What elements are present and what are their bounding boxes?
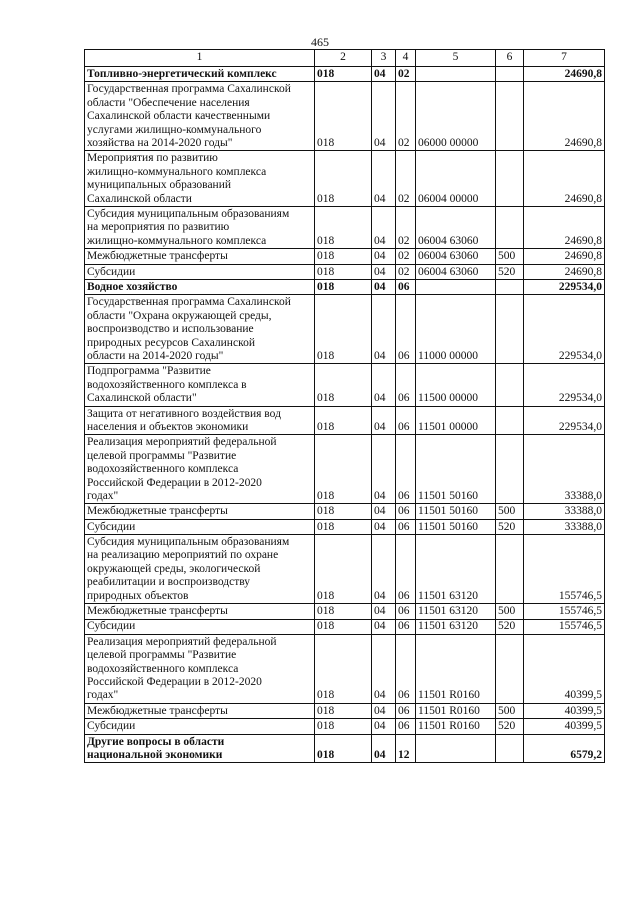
code-section: 04 [372, 279, 396, 294]
row-name: Государственная программа Сахалинской области "Обеспечение населения Сахалинской области качественными услугами жилищно-коммунального хозяйства на 2014-2020 годы" [85, 82, 315, 151]
code-admin: 018 [315, 604, 372, 619]
code-expense-type [496, 535, 524, 604]
column-header: 7 [524, 50, 605, 67]
row-amount: 24690,8 [524, 249, 605, 264]
code-target-article [416, 279, 496, 294]
code-admin: 018 [315, 504, 372, 519]
table-row [85, 504, 605, 519]
code-admin: 018 [315, 279, 372, 294]
code-target-article [416, 734, 496, 763]
table-row [85, 249, 605, 264]
code-subsection: 02 [396, 151, 416, 207]
code-admin: 018 [315, 151, 372, 207]
code-section: 04 [372, 249, 396, 264]
code-admin: 018 [315, 619, 372, 634]
code-subsection: 02 [396, 206, 416, 248]
row-name: Межбюджетные трансферты [85, 249, 315, 264]
row-amount: 229534,0 [524, 295, 605, 364]
code-target-article: 06004 00000 [416, 151, 496, 207]
column-header: 6 [496, 50, 524, 67]
code-section: 04 [372, 703, 396, 718]
row-amount: 24690,8 [524, 264, 605, 279]
row-amount: 155746,5 [524, 619, 605, 634]
row-name: Реализация мероприятий федеральной целевой программы "Развитие водохозяйственного комплекса Российской Федерации в 2012-2020 годах" [85, 435, 315, 504]
row-name: Мероприятия по развитию жилищно-коммунального комплекса муниципальных образований Сахалинской области [85, 151, 315, 207]
table-row [85, 535, 605, 604]
code-subsection: 06 [396, 295, 416, 364]
code-admin: 018 [315, 82, 372, 151]
code-section: 04 [372, 435, 396, 504]
row-name: Другие вопросы в области национальной экономики [85, 734, 315, 763]
table-row [85, 406, 605, 435]
code-admin: 018 [315, 634, 372, 703]
code-admin: 018 [315, 734, 372, 763]
code-admin: 018 [315, 519, 372, 534]
code-admin: 018 [315, 406, 372, 435]
code-expense-type: 500 [496, 249, 524, 264]
code-target-article: 11501 63120 [416, 619, 496, 634]
column-header: 2 [315, 50, 372, 67]
code-subsection: 06 [396, 634, 416, 703]
table-row [85, 295, 605, 364]
code-section: 04 [372, 151, 396, 207]
table-row [85, 619, 605, 634]
code-expense-type [496, 364, 524, 406]
code-target-article: 06004 63060 [416, 264, 496, 279]
row-name: Подпрограмма "Развитие водохозяйственного комплекса в Сахалинской области" [85, 364, 315, 406]
table-row [85, 364, 605, 406]
code-target-article: 11501 63120 [416, 535, 496, 604]
row-amount: 229534,0 [524, 279, 605, 294]
row-amount: 155746,5 [524, 604, 605, 619]
row-amount: 40399,5 [524, 634, 605, 703]
code-expense-type: 520 [496, 519, 524, 534]
code-target-article: 11501 R0160 [416, 634, 496, 703]
table-row [85, 734, 605, 763]
code-expense-type: 520 [496, 619, 524, 634]
row-name: Субсидия муниципальным образованиям на мероприятия по развитию жилищно-коммунального комплекса [85, 206, 315, 248]
row-amount: 229534,0 [524, 406, 605, 435]
code-section: 04 [372, 634, 396, 703]
code-section: 04 [372, 734, 396, 763]
table-row [85, 206, 605, 248]
row-amount: 40399,5 [524, 719, 605, 734]
code-section: 04 [372, 82, 396, 151]
code-subsection: 06 [396, 604, 416, 619]
code-expense-type: 500 [496, 604, 524, 619]
row-amount: 33388,0 [524, 504, 605, 519]
code-subsection: 06 [396, 435, 416, 504]
code-section: 04 [372, 504, 396, 519]
row-amount: 6579,2 [524, 734, 605, 763]
code-target-article [416, 67, 496, 82]
code-subsection: 02 [396, 249, 416, 264]
column-header: 3 [372, 50, 396, 67]
code-expense-type: 500 [496, 703, 524, 718]
code-section: 04 [372, 206, 396, 248]
page-number: 465 [311, 35, 329, 49]
table-header-row [85, 50, 605, 67]
row-name: Защита от негативного воздействия вод населения и объектов экономики [85, 406, 315, 435]
column-header: 1 [85, 50, 315, 67]
code-expense-type [496, 634, 524, 703]
code-expense-type [496, 734, 524, 763]
code-section: 04 [372, 519, 396, 534]
row-name: Топливно-энергетический комплекс [85, 67, 315, 82]
table-row [85, 519, 605, 534]
code-target-article: 11501 00000 [416, 406, 496, 435]
code-admin: 018 [315, 264, 372, 279]
code-subsection: 06 [396, 619, 416, 634]
row-name: Межбюджетные трансферты [85, 703, 315, 718]
column-header: 4 [396, 50, 416, 67]
code-subsection: 06 [396, 279, 416, 294]
code-section: 04 [372, 619, 396, 634]
row-amount: 24690,8 [524, 67, 605, 82]
code-subsection: 06 [396, 719, 416, 734]
code-admin: 018 [315, 703, 372, 718]
code-expense-type [496, 279, 524, 294]
row-amount: 155746,5 [524, 535, 605, 604]
row-amount: 24690,8 [524, 206, 605, 248]
code-target-article: 06004 63060 [416, 206, 496, 248]
code-target-article: 11501 R0160 [416, 719, 496, 734]
row-name: Межбюджетные трансферты [85, 504, 315, 519]
table-row [85, 435, 605, 504]
code-expense-type: 520 [496, 719, 524, 734]
row-name: Межбюджетные трансферты [85, 604, 315, 619]
code-section: 04 [372, 67, 396, 82]
row-amount: 33388,0 [524, 519, 605, 534]
code-admin: 018 [315, 719, 372, 734]
code-target-article: 11501 50160 [416, 504, 496, 519]
row-amount: 229534,0 [524, 364, 605, 406]
code-subsection: 06 [396, 504, 416, 519]
code-expense-type [496, 206, 524, 248]
code-target-article: 06004 63060 [416, 249, 496, 264]
code-target-article: 11501 R0160 [416, 703, 496, 718]
table-row [85, 279, 605, 294]
row-name: Субсидии [85, 719, 315, 734]
row-name: Реализация мероприятий федеральной целевой программы "Развитие водохозяйственного комплекса Российской Федерации в 2012-2020 годах" [85, 634, 315, 703]
code-subsection: 02 [396, 82, 416, 151]
column-header: 5 [416, 50, 496, 67]
code-subsection: 06 [396, 364, 416, 406]
code-admin: 018 [315, 206, 372, 248]
row-amount: 33388,0 [524, 435, 605, 504]
row-amount: 40399,5 [524, 703, 605, 718]
table-body [85, 67, 605, 763]
table-row [85, 604, 605, 619]
code-section: 04 [372, 535, 396, 604]
code-admin: 018 [315, 364, 372, 406]
code-subsection: 12 [396, 734, 416, 763]
row-name: Субсидии [85, 519, 315, 534]
code-admin: 018 [315, 249, 372, 264]
row-name: Государственная программа Сахалинской области "Охрана окружающей среды, воспроизводство и использование природных ресурсов Сахалинской области на 2014-2020 годы" [85, 295, 315, 364]
row-name: Субсидии [85, 619, 315, 634]
code-target-article: 06000 00000 [416, 82, 496, 151]
code-expense-type [496, 295, 524, 364]
code-section: 04 [372, 295, 396, 364]
code-target-article: 11501 63120 [416, 604, 496, 619]
table-row [85, 151, 605, 207]
code-section: 04 [372, 264, 396, 279]
table-row [85, 264, 605, 279]
code-expense-type [496, 82, 524, 151]
code-expense-type: 520 [496, 264, 524, 279]
code-admin: 018 [315, 535, 372, 604]
code-admin: 018 [315, 67, 372, 82]
code-section: 04 [372, 719, 396, 734]
code-subsection: 06 [396, 406, 416, 435]
code-admin: 018 [315, 435, 372, 504]
row-name: Субсидии [85, 264, 315, 279]
table-row [85, 719, 605, 734]
row-name: Водное хозяйство [85, 279, 315, 294]
code-subsection: 06 [396, 535, 416, 604]
budget-table [84, 49, 605, 763]
code-target-article: 11500 00000 [416, 364, 496, 406]
table-row [85, 67, 605, 82]
code-expense-type [496, 151, 524, 207]
row-amount: 24690,8 [524, 82, 605, 151]
code-expense-type [496, 67, 524, 82]
code-expense-type: 500 [496, 504, 524, 519]
code-target-article: 11501 50160 [416, 435, 496, 504]
table-row [85, 634, 605, 703]
row-name: Субсидия муниципальным образованиям на реализацию мероприятий по охране окружающей среды, экологической реабилитации и воспроизводству природных объектов [85, 535, 315, 604]
code-section: 04 [372, 364, 396, 406]
code-target-article: 11501 50160 [416, 519, 496, 534]
code-admin: 018 [315, 295, 372, 364]
code-target-article: 11000 00000 [416, 295, 496, 364]
table-row [85, 703, 605, 718]
code-expense-type [496, 435, 524, 504]
code-subsection: 02 [396, 67, 416, 82]
code-section: 04 [372, 604, 396, 619]
code-expense-type [496, 406, 524, 435]
code-subsection: 02 [396, 264, 416, 279]
row-amount: 24690,8 [524, 151, 605, 207]
code-subsection: 06 [396, 519, 416, 534]
code-section: 04 [372, 406, 396, 435]
table-row [85, 82, 605, 151]
code-subsection: 06 [396, 703, 416, 718]
